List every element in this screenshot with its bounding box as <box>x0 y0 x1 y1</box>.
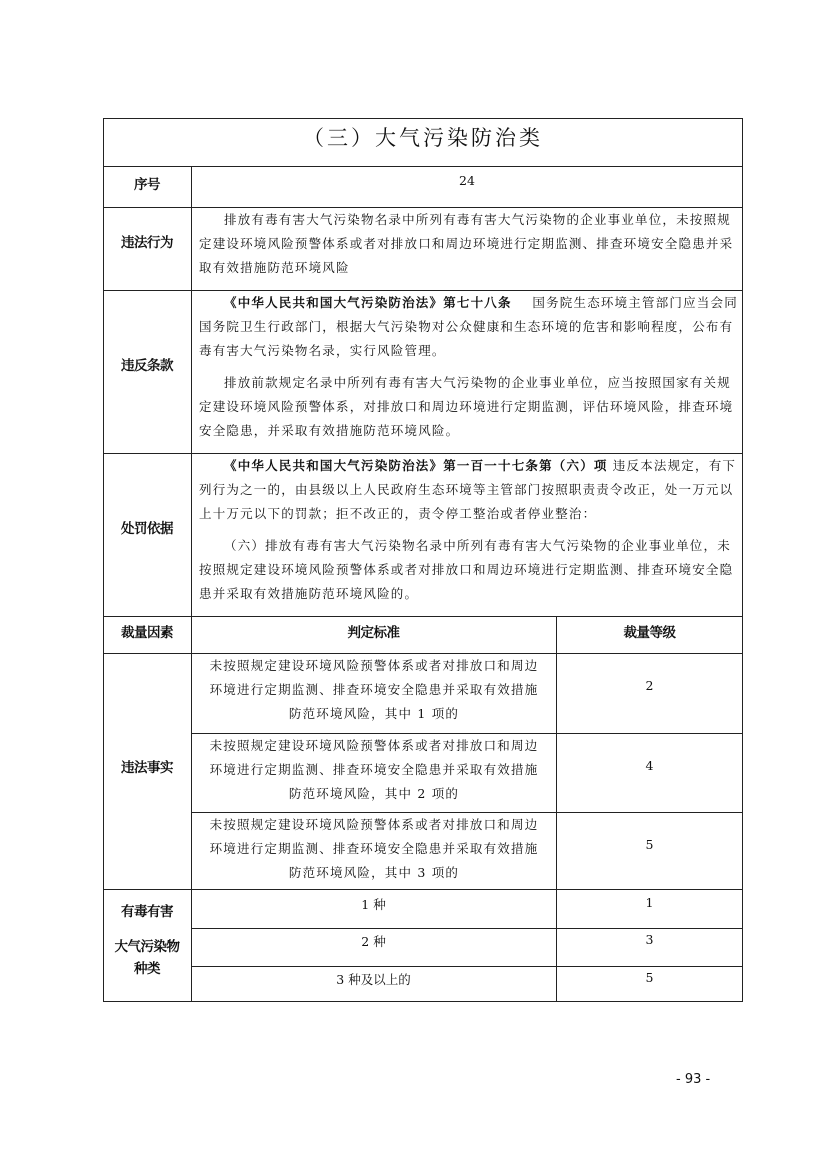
penalty-para-2: （六）排放有毒有害大气污染物名录中所列有毒有害大气污染物的企业事业单位，未按照规定建设环境风险预警体系或者对排放口和周边环境进行定期监测、排查环境安全隐患并采取有效措施防范环境风险的。 <box>199 538 734 601</box>
pollutant-label-line2: 大气污染物 <box>114 939 180 955</box>
col-divider <box>191 166 192 1002</box>
section-title: （三）大气污染防治类 <box>303 126 543 150</box>
provision-para1-text: 国务院生态环境主管部门应当会同国务院卫生行政部门，根据大气污染物对公众健康和生态环境的危害和影响程度，公布有毒有害大气污染物名录，实行风险管理。 <box>199 295 738 358</box>
level-header: 裁量等级 <box>623 625 676 641</box>
row-divider <box>191 966 743 967</box>
pollutant-level-1: 1 <box>645 895 654 910</box>
violation-label: 违法行为 <box>121 235 173 251</box>
provision-para-1 <box>199 291 739 363</box>
pollutant-criteria-2: 2 种 <box>361 934 386 949</box>
table-border-right <box>742 118 743 1002</box>
table-border-top <box>103 118 743 119</box>
violation-text: 排放有毒有害大气污染物名录中所列有毒有害大气污染物的企业事业单位，未按照规定建设环境风险预警体系或者对排放口和周边环境进行定期监测、排查环境安全隐患并采取有效措施防范环境风险 <box>199 212 734 275</box>
facts-label: 违法事实 <box>121 760 173 776</box>
facts-criteria-2: 未按照规定建设环境风险预警体系或者对排放口和周边环境进行定期监测、排查环境安全隐患并采取有效措施防范环境风险，其中 2 项的 <box>209 738 539 801</box>
facts-criteria-3: 未按照规定建设环境风险预警体系或者对排放口和周边环境进行定期监测、排查环境安全隐患并采取有效措施防范环境风险，其中 3 项的 <box>209 817 539 880</box>
row-divider <box>103 166 743 167</box>
pollutant-criteria-1: 1 种 <box>361 897 386 912</box>
pollutant-criteria-3: 3 种及以上的 <box>336 972 411 987</box>
row-divider <box>103 616 743 617</box>
page-number: - 93 - <box>676 1072 711 1087</box>
penalty-para-1 <box>199 454 739 526</box>
penalty-basis-label: 处罚依据 <box>121 521 173 537</box>
penalty-basis-text <box>199 454 739 606</box>
criteria-header: 判定标准 <box>347 625 400 641</box>
provision-text <box>199 291 739 443</box>
serial-value: 24 <box>459 173 475 188</box>
pollutant-label-line3: 种类 <box>134 961 160 977</box>
facts-level-3: 5 <box>645 837 654 852</box>
facts-level-1: 2 <box>645 678 654 693</box>
pollutant-label-line1: 有毒有害 <box>121 904 173 920</box>
table-border-bottom <box>103 1001 743 1002</box>
provision-para-2: 排放前款规定名录中所列有毒有害大气污染物的企业事业单位，应当按照国家有关规定建设环境风险预警体系，对排放口和周边环境进行定期监测，评估环境风险，排查环境安全隐患，并采取有效措施防范环境风险。 <box>199 375 734 438</box>
facts-level-2: 4 <box>645 758 654 773</box>
pollutant-level-3: 5 <box>645 970 654 985</box>
pollutant-level-2: 3 <box>645 932 654 947</box>
provision-label: 违反条款 <box>121 358 173 374</box>
provision-law-ref: 《中华人民共和国大气污染防治法》第七十八条 <box>224 295 512 310</box>
facts-criteria-1: 未按照规定建设环境风险预警体系或者对排放口和周边环境进行定期监测、排查环境安全隐患并采取有效措施防范环境风险，其中 1 项的 <box>209 658 539 721</box>
row-divider <box>191 928 743 929</box>
penalty-law-ref: 《中华人民共和国大气污染防治法》第一百一十七条第（六）项 <box>224 458 608 473</box>
row-divider <box>103 889 743 890</box>
factor-header: 裁量因素 <box>121 625 173 641</box>
serial-label: 序号 <box>134 177 160 193</box>
penalty-para1-text: 违反本法规定，有下列行为之一的，由县级以上人民政府生态环境等主管部门按照职责责令改正，处一万元以上十万元以下的罚款；拒不改正的，责令停工整治或者停业整治： <box>199 458 737 521</box>
